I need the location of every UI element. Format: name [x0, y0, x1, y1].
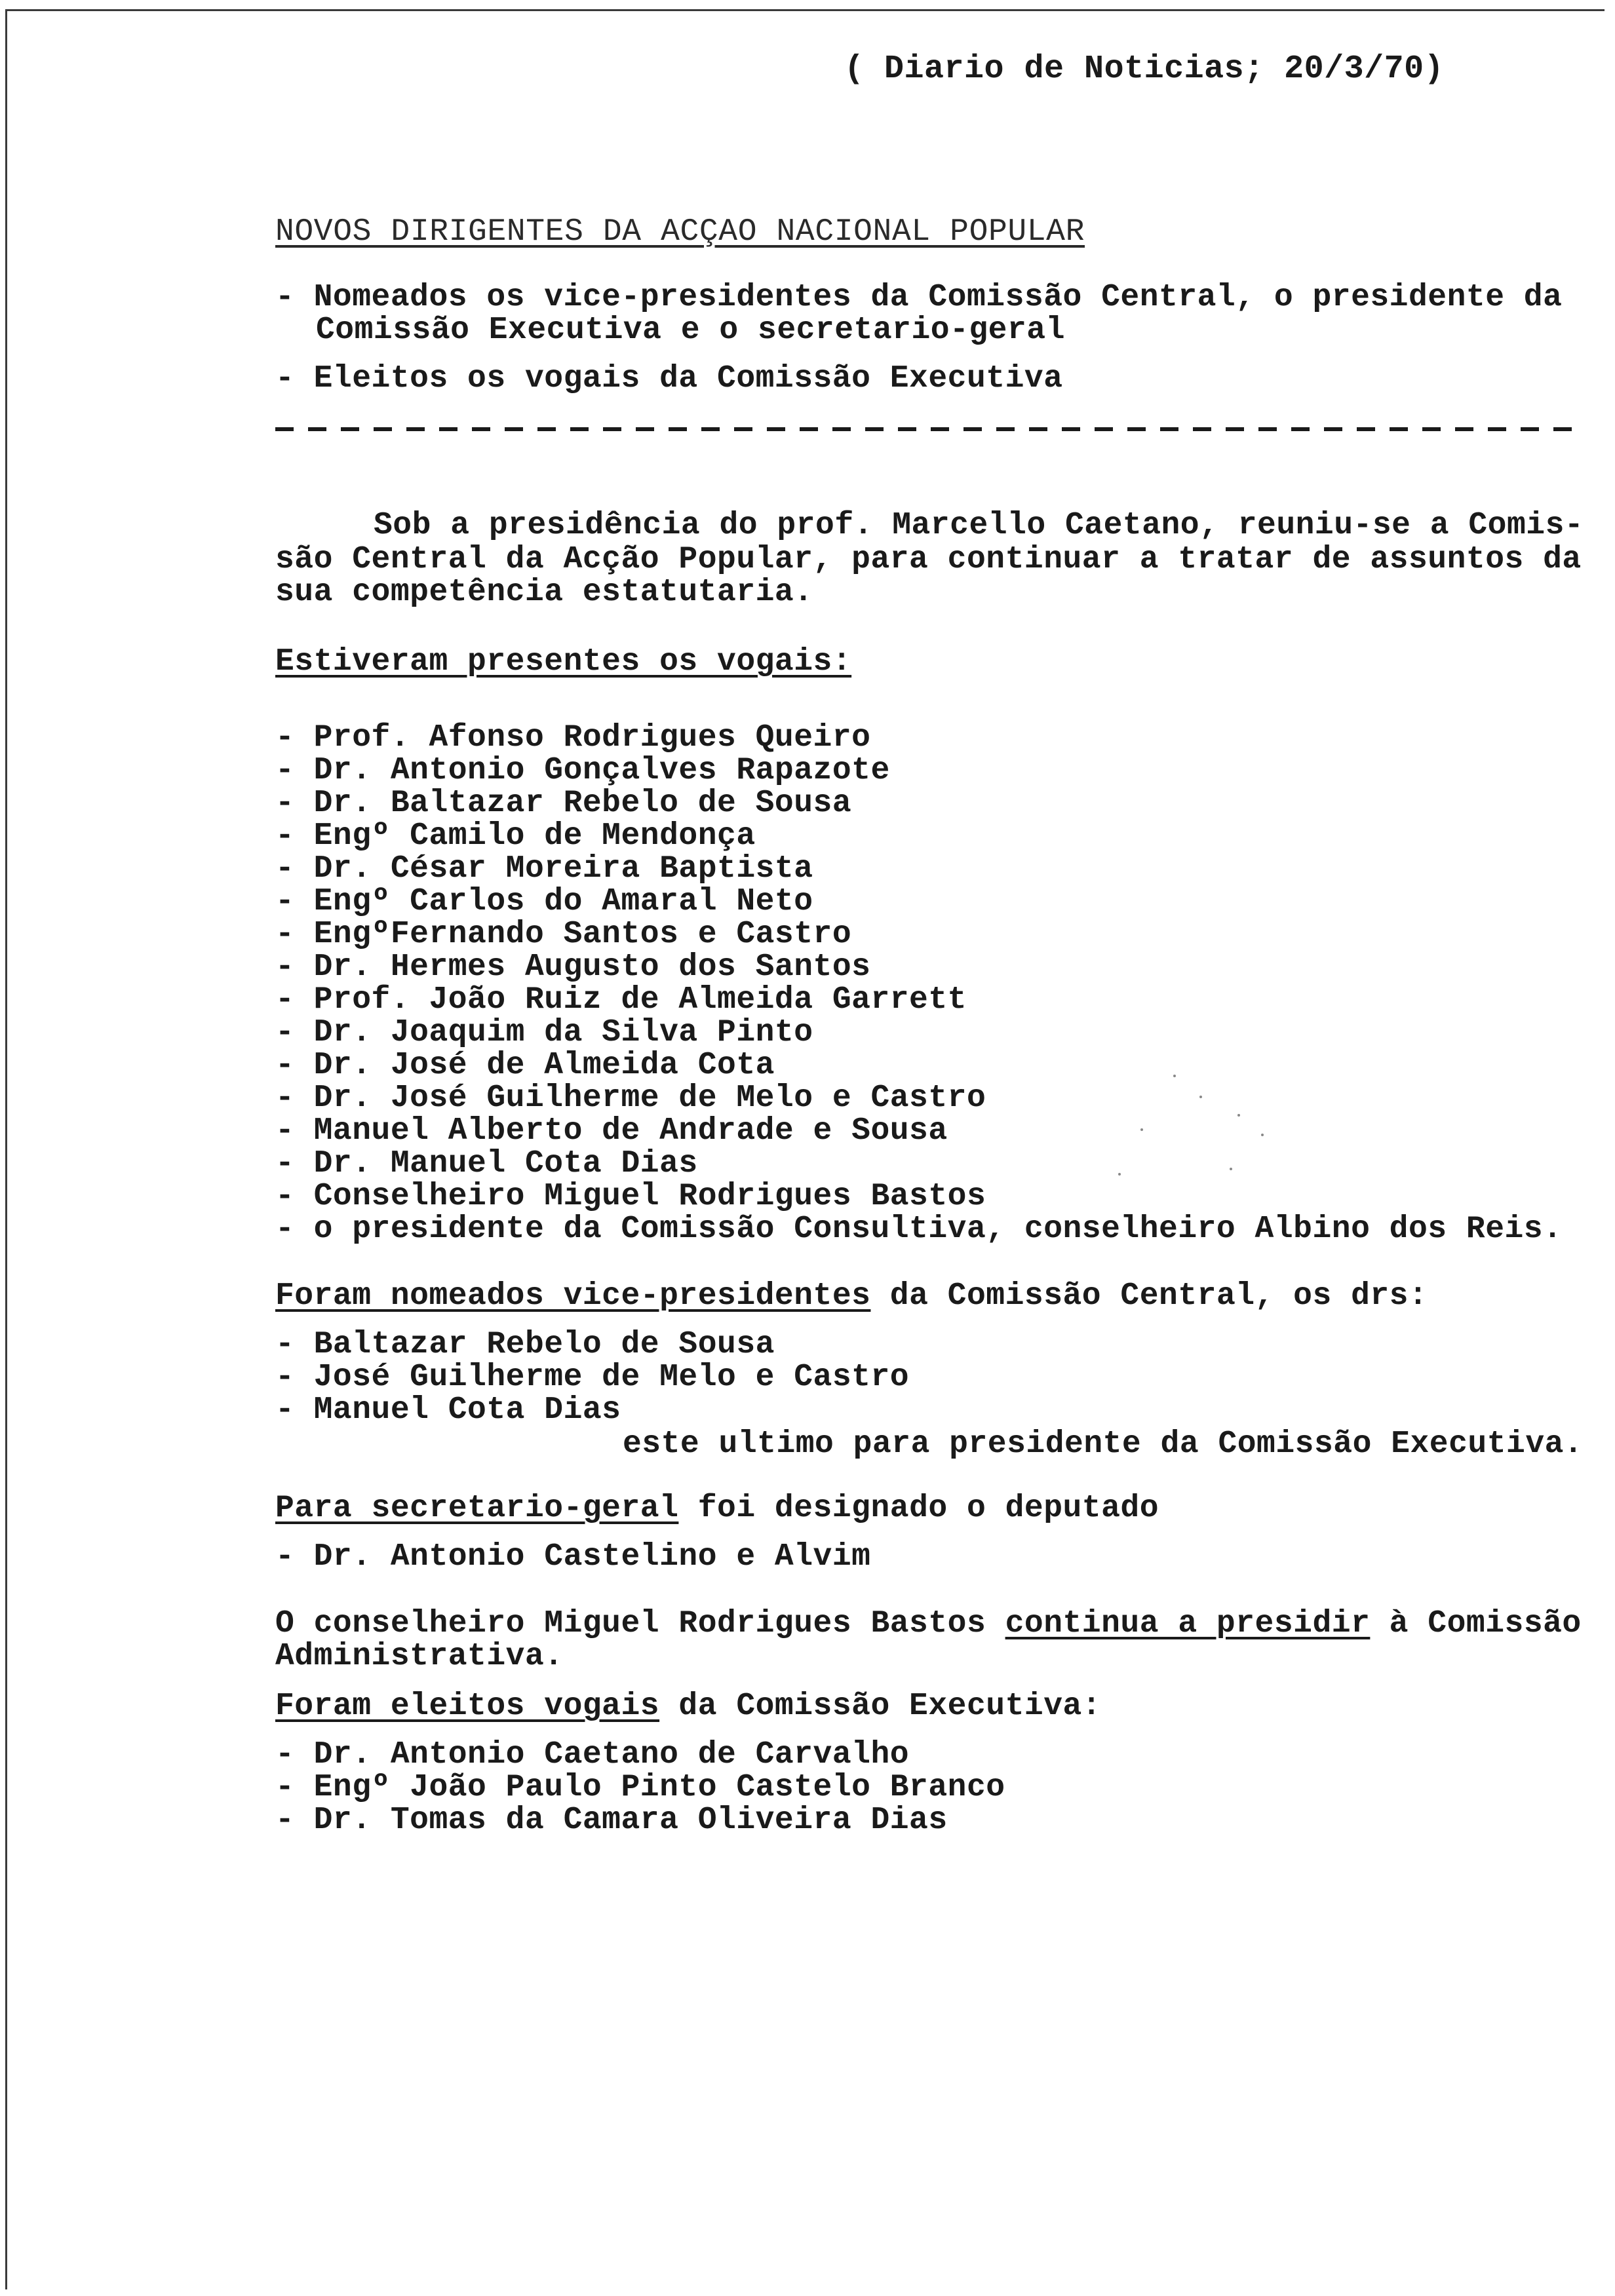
- source-header: ( Diario de Noticias; 20/3/70): [844, 50, 1445, 88]
- list-item: - Dr. Antonio Caetano de Carvalho: [275, 1737, 910, 1772]
- speck: [1230, 1168, 1232, 1170]
- list-item: - Baltazar Rebelo de Sousa: [275, 1327, 775, 1362]
- speck: [1140, 1128, 1143, 1131]
- admin-line-2: Administrativa.: [275, 1639, 564, 1674]
- admin-paragraph: O conselheiro Miguel Rodrigues Bastos continua a presidir à Comissão: [275, 1606, 1582, 1641]
- elected-heading: Foram eleitos vogais: [275, 1689, 660, 1724]
- list-item: - Conselheiro Miguel Rodrigues Bastos: [275, 1179, 986, 1214]
- speck: [1261, 1134, 1264, 1136]
- dashed-separator: [275, 427, 1573, 431]
- list-item: - Prof. João Ruiz de Almeida Garrett: [275, 982, 967, 1018]
- secretary-paragraph: [275, 1490, 1159, 1527]
- intro-line-3: sua competência estatutaria.: [275, 575, 813, 610]
- speck: [1199, 1096, 1202, 1098]
- list-item: - Engº Camilo de Mendonça: [275, 818, 756, 854]
- list-item: - Dr. José Guilherme de Melo e Castro: [275, 1081, 986, 1116]
- list-item: - Manuel Cota Dias: [275, 1392, 621, 1428]
- elected-heading-rest: da Comissão Executiva:: [659, 1689, 1102, 1724]
- speck: [1237, 1114, 1240, 1117]
- list-item: - o presidente da Comissão Consultiva, conselheiro Albino dos Reis.: [275, 1212, 1563, 1247]
- list-item: - Dr. Baltazar Rebelo de Sousa: [275, 786, 852, 821]
- list-item: - Dr. Antonio Castelino e Alvim: [275, 1539, 871, 1575]
- list-item: - Engº João Paulo Pinto Castelo Branco: [275, 1770, 1005, 1805]
- intro-line-2: são Central da Acção Popular, para continuar a tratar de assuntos da: [275, 542, 1582, 577]
- list-item: - Dr. Hermes Augusto dos Santos: [275, 949, 871, 985]
- list-item: - Dr. Joaquim da Silva Pinto: [275, 1015, 813, 1050]
- secretary-heading-rest: foi designado o deputado: [678, 1491, 1159, 1526]
- list-item: - EngºFernando Santos e Castro: [275, 917, 852, 952]
- page-title: NOVOS DIRIGENTES DA ACÇAO NACIONAL POPULAR: [275, 214, 1085, 250]
- list-item: - Dr. Tomas da Camara Oliveira Dias: [275, 1803, 948, 1838]
- list-item: - Engº Carlos do Amaral Neto: [275, 884, 813, 919]
- page-border-left: [5, 9, 7, 2289]
- speck: [1173, 1075, 1176, 1077]
- list-item: - Prof. Afonso Rodrigues Queiro: [275, 720, 871, 756]
- vp-heading-rest: da Comissão Central, os drs:: [870, 1278, 1428, 1314]
- admin-underlined: continua a presidir: [1005, 1606, 1371, 1641]
- subhead-line-1: - Nomeados os vice-presidentes da Comissão Central, o presidente da: [275, 280, 1563, 315]
- vp-paragraph: [275, 1278, 1428, 1314]
- subhead-line-2: Comissão Executiva e o secretario-geral: [316, 313, 1065, 348]
- list-item: - Dr. César Moreira Baptista: [275, 851, 813, 887]
- subhead-line-3: - Eleitos os vogais da Comissão Executiva: [275, 361, 1063, 396]
- list-item: - Dr. Manuel Cota Dias: [275, 1146, 698, 1181]
- list-item: - Dr. José de Almeida Cota: [275, 1048, 775, 1083]
- secretary-heading: Para secretario-geral: [275, 1491, 679, 1526]
- speck: [1118, 1173, 1121, 1176]
- list-item: - Dr. Antonio Gonçalves Rapazote: [275, 753, 890, 788]
- elected-paragraph: [275, 1688, 1101, 1725]
- intro-line-1: Sob a presidência do prof. Marcello Caetano, reuniu-se a Comis-: [374, 508, 1584, 543]
- list-item: - Manuel Alberto de Andrade e Sousa: [275, 1113, 948, 1149]
- vp-note: este ultimo para presidente da Comissão Executiva.: [623, 1426, 1584, 1462]
- page-border-top: [5, 9, 1605, 11]
- list-item: - José Guilherme de Melo e Castro: [275, 1360, 910, 1395]
- present-heading: Estiveram presentes os vogais:: [275, 644, 852, 679]
- vp-heading: Foram nomeados vice-presidentes: [275, 1278, 871, 1314]
